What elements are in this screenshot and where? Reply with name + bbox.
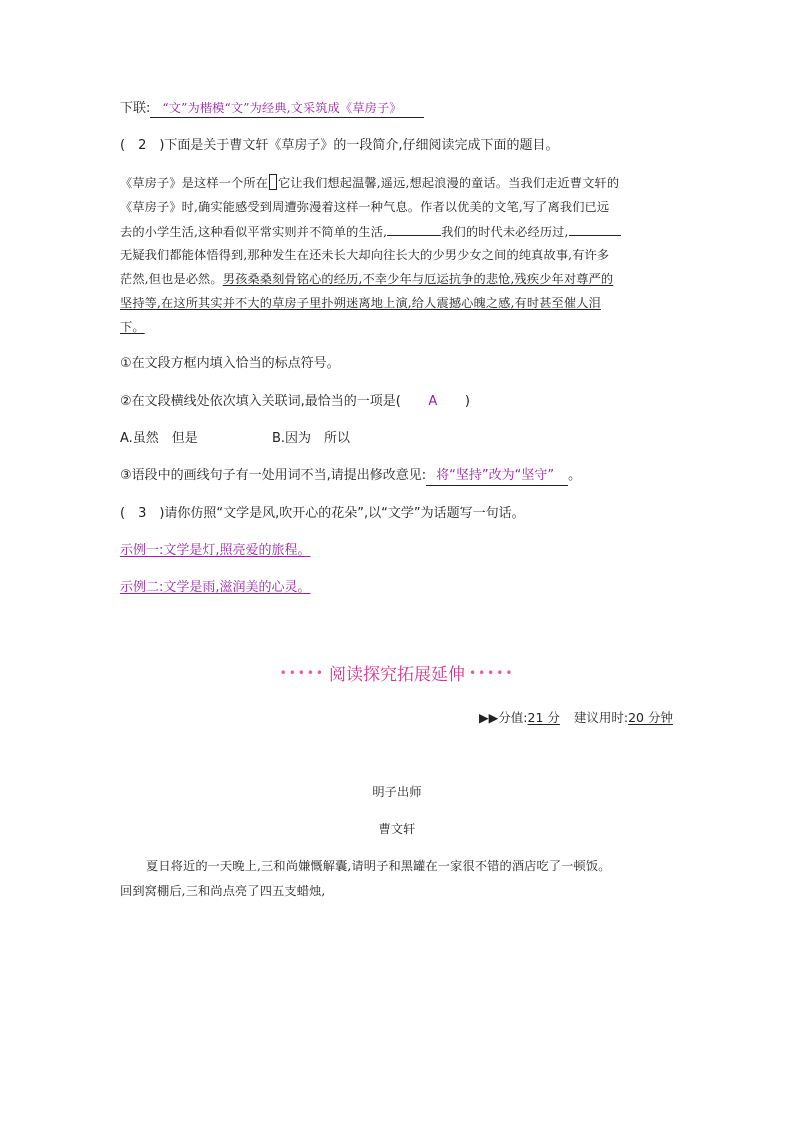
question-2: ( 2 )下面是关于曹文轩《草房子》的一段简介,仔细阅读完成下面的题目。: [120, 138, 559, 153]
passage-line-5: [120, 270, 613, 288]
passage-text: 我们的时代未必经历过,: [441, 225, 569, 239]
passage-line-4: 无疑我们都能体悟得到,那种发生在还未长大却向往长大的少男少女之间的纯真故事,有许多: [120, 248, 610, 262]
xialian-answer: “文”为楷模“文”为经典,文采筑成《草房子》: [150, 99, 423, 118]
sub-question-2-close: ): [464, 394, 470, 409]
xialian-label: 下联:: [120, 101, 151, 116]
fill-blank-2: [569, 222, 621, 236]
score-time-info: [479, 708, 673, 726]
example-answer-1: 示例一:文学是灯,照亮爱的旅程。: [120, 543, 311, 558]
banner-dots-right: •••••: [469, 666, 515, 680]
passage-line-7-underlined: 下。: [120, 320, 145, 334]
passage-text: 它让我们想起温馨,遥远,想起浪漫的童话。当我们走近曹文轩的: [278, 176, 620, 190]
passage-text: 茫然,但也是必然。: [120, 272, 223, 286]
option-b: B.因为 所以: [272, 431, 351, 446]
sub-question-3: [120, 467, 581, 486]
story-line-1: 夏日将近的一天晚上,三和尚嫌慨解囊,请明子和黑罐在一家很不错的酒店吃了一顿饭。: [146, 859, 611, 873]
passage-line-6-underlined: 坚持等,在这所其实并不大的草房子里扑朔迷离地上演,给人震撼心魄之感,有时甚至催人泪: [120, 296, 601, 310]
story-line-2: 回到窝棚后,三和尚点亮了四五支蜡烛,: [120, 884, 326, 898]
passage-text: 《草房子》是这样一个所在: [120, 176, 269, 190]
passage-text: 去的小学生活,这种看似平常实则并不简单的生活,: [120, 225, 388, 239]
underlined-sentence: 男孩桑桑刻骨铭心的经历,不幸少年与厄运抗争的悲怆,残疾少年对尊严的: [222, 272, 614, 286]
sub-question-2: [120, 393, 470, 411]
time-label: 建议用时:: [573, 710, 629, 725]
sub-question-3-answer: 将“坚持”改为“坚守”: [426, 467, 568, 486]
option-a: A.虽然 但是: [120, 431, 198, 446]
banner-dots-left: •••••: [279, 666, 325, 680]
passage-line-1: [120, 174, 619, 192]
score-label: 分值:: [498, 710, 528, 725]
time-value: 20 分钟: [628, 710, 673, 725]
section-title: 阅读探究拓展延伸: [329, 665, 465, 685]
sub-question-2-text: ②在文段横线处依次填入关联词,最恰当的一项是(: [120, 394, 401, 409]
story-author: 曹文轩: [378, 822, 416, 836]
play-arrows-icon: ▶▶: [479, 710, 499, 725]
score-value: 21 分: [527, 710, 560, 725]
sub-question-3-end: 。: [568, 468, 582, 483]
options-line: [120, 430, 350, 448]
question-3: ( 3 )请你仿照“文学是风,吹开心的花朵”,以“文学”为话题写一句话。: [120, 506, 525, 521]
passage-line-3: [120, 222, 621, 241]
sub-question-2-answer: A: [428, 394, 438, 409]
sub-question-1: ①在文段方框内填入恰当的标点符号。: [120, 356, 340, 371]
example-answer-2: 示例二:文学是雨,滋润美的心灵。: [120, 580, 311, 595]
fill-blank-1: [387, 222, 441, 236]
section-banner: [0, 660, 794, 685]
passage-line-2: 《草房子》时,确实能感受到周遭弥漫着这样一种气息。作者以优美的文笔,写了离我们已远: [120, 200, 610, 214]
punctuation-box: [269, 174, 277, 190]
story-title: 明子出师: [372, 785, 422, 799]
sub-question-3-text: ③语段中的画线句子有一处用词不当,请提出修改意见:: [120, 468, 427, 483]
xialian-line: [120, 99, 424, 118]
